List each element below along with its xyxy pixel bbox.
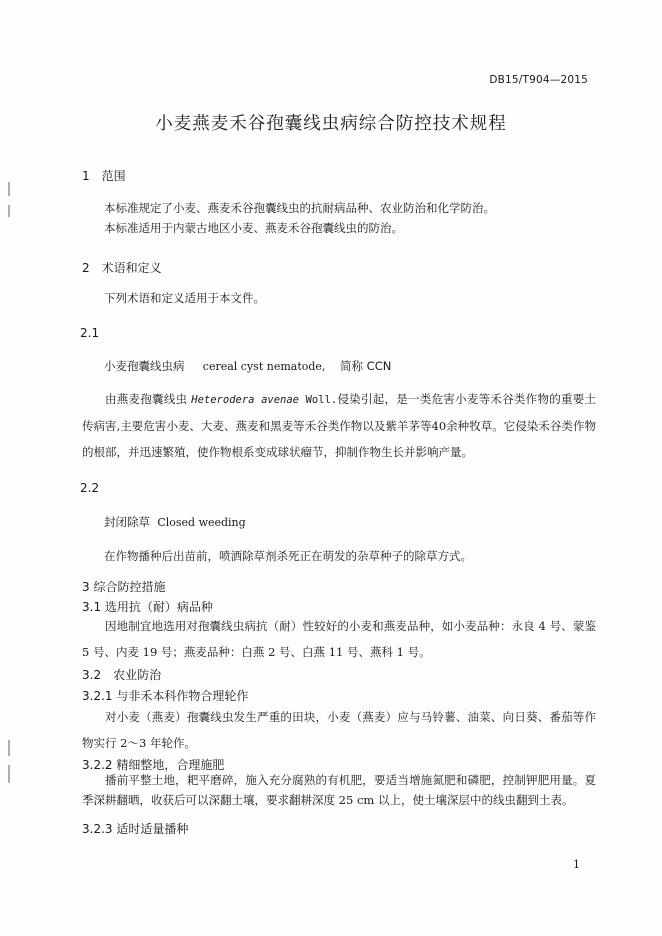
definition-text: 侵染引起，是一类危害小麦等禾谷类作物的重要土传病害,主要危害小麦、大麦、燕麦和黑麦等禾谷类作物以及紫羊茅等40余种牧草。它侵染禾谷类作物的根部，并迅速繁殖，使作物根系变成球状瘤节，抑制作物生长并影响产量。 xyxy=(82,392,597,459)
section-heading-3-1: 3.1 选用抗（耐）病品种 xyxy=(82,600,213,614)
term-2-1-abbreviation: 简称 CCN xyxy=(340,359,392,373)
scan-margin-mark xyxy=(8,182,10,196)
section-3-1-paragraph: 因地制宜地选用对孢囊线虫病抗（耐）性较好的小麦和燕麦品种，如小麦品种：永良 4 号、蒙鉴 5 号、内麦 19 号；燕麦品种：白燕 2 号、白燕 11 号、燕科 1 号。 xyxy=(82,619,596,659)
page-number: 1 xyxy=(573,858,580,871)
term-number-2-2: 2.2 xyxy=(80,481,100,495)
term-2-1-definition xyxy=(82,386,596,465)
section-heading-3-2: 3.2 农业防治 xyxy=(82,668,162,682)
scan-margin-mark xyxy=(8,765,10,783)
section-heading-3-2-1: 3.2.1 与非禾本科作物合理轮作 xyxy=(82,689,249,703)
section-heading-2: 2 术语和定义 xyxy=(82,261,162,275)
author-abbrev: Woll. xyxy=(299,394,338,406)
scan-margin-mark xyxy=(8,740,10,756)
section-heading-3: 3 综合防控措施 xyxy=(82,580,166,594)
term-2-1-chinese: 小麦孢囊线虫病 xyxy=(104,359,185,373)
term-number-2-1: 2.1 xyxy=(80,326,100,340)
section-1-paragraph-2: 本标准适用于内蒙古地区小麦、燕麦禾谷孢囊线虫的防治。 xyxy=(104,221,403,235)
section-3-2-1-paragraph: 对小麦（燕麦）孢囊线虫发生严重的田块，小麦（燕麦）应与马铃薯、油菜、向日葵、番茄等作物实行 2～3 年轮作。 xyxy=(82,710,596,750)
term-2-2 xyxy=(104,514,246,530)
page-title: 小麦燕麦禾谷孢囊线虫病综合防控技术规程 xyxy=(155,114,507,134)
term-2-2-definition: 在作物播种后出苗前，喷洒除草剂杀死正在萌发的杂草种子的除草方式。 xyxy=(104,549,472,563)
section-heading-3-2-2: 3.2.2 精细整地，合理施肥 xyxy=(82,758,225,772)
section-heading-3-2-3: 3.2.3 适时适量播种 xyxy=(82,822,189,836)
document-number: DB15/T904—2015 xyxy=(489,74,588,86)
section-3-2-2-paragraph: 播前平整土地，耙平磨碎，施入充分腐熟的有机肥，要适当增施氮肥和磷肥，控制钾肥用量。夏季深耕翻晒，收获后可以深翻土壤，要求翻耕深度 25 cm 以上，使土壤深层中的线虫翻到土表。 xyxy=(82,773,596,807)
latin-name: Heterodera avenae xyxy=(191,394,299,406)
term-2-2-chinese: 封闭除草 xyxy=(104,515,150,529)
definition-text: 由燕麦孢囊线虫 xyxy=(105,392,192,406)
section-2-paragraph: 下列术语和定义适用于本文件。 xyxy=(104,291,265,305)
term-2-1-english: cereal cyst nematode, xyxy=(202,360,326,373)
term-2-2-english: Closed weeding xyxy=(157,516,246,529)
scan-margin-mark xyxy=(8,205,10,217)
section-1-paragraph-1: 本标准规定了小麦、燕麦禾谷孢囊线虫的抗耐病品种、农业防治和化学防治。 xyxy=(104,201,495,215)
term-2-1 xyxy=(104,358,391,374)
section-heading-1: 1 范围 xyxy=(82,169,126,183)
